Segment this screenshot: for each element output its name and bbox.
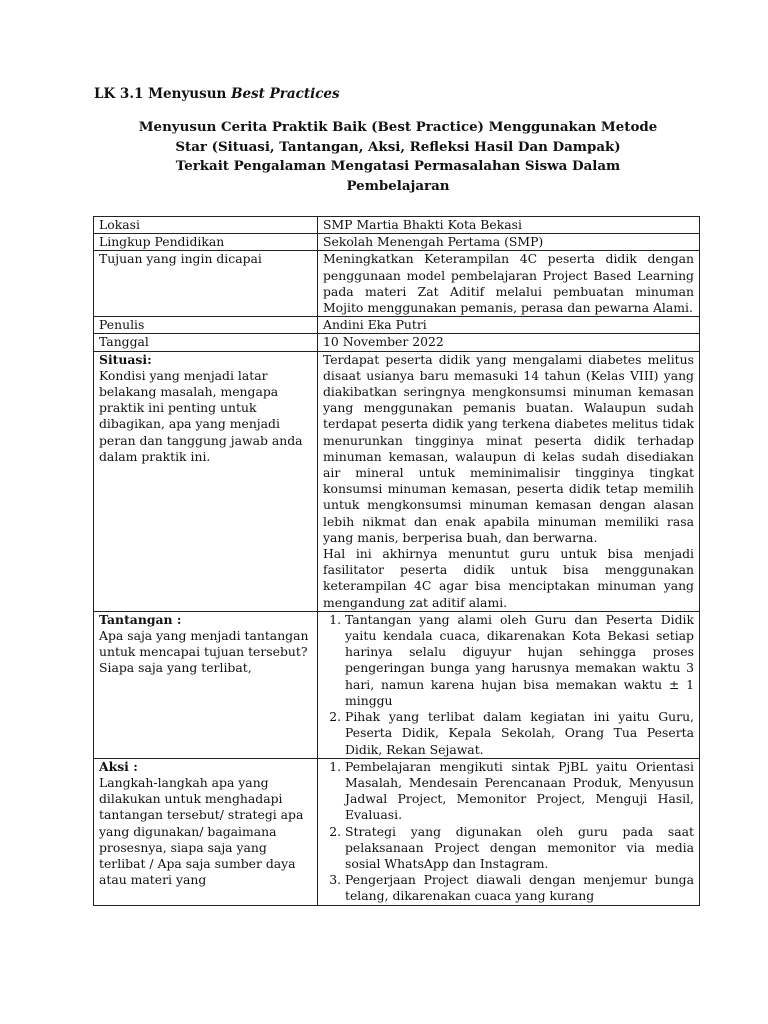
value-tujuan: Meningkatkan Keterampilan 4C peserta didik dengan penggunaan model pembelajaran Project Based Learning pada materi Zat Aditif melalui pembuatan minuman Mojito menggunakan pemanis, perasa dan pewarna Alami. [318,251,700,317]
worksheet-heading: LK 3.1 Menyusun Best Practices [94,86,340,102]
list-item: 3. Pengerjaan Project diawali dengan menjemur bunga telang, dikarenakan cuaca yang kurang [345,872,694,904]
section-label-situasi: Situasi: [99,351,152,367]
label-tujuan: Tujuan yang ingin dicapai [94,251,318,317]
label-tanggal: Tanggal [94,334,318,351]
tantangan-list [323,612,694,758]
cell-situasi-answer [318,351,700,611]
table-row [94,351,700,611]
table-row [94,334,700,351]
section-label-aksi: Aksi : [99,758,138,774]
list-item: 1. Pembelajaran mengikuti sintak PjBL yaitu Orientasi Masalah, Mendesain Perencanaan Produk, Menyusun Jadwal Project, Memonitor Project, Menguji Hasil, Evaluasi. [345,759,694,824]
table-row [94,217,700,234]
aksi-list [323,759,694,905]
value-penulis: Andini Eka Putri [318,317,700,334]
table-row [94,758,700,905]
aksi-answer-clip [323,759,694,905]
label-lingkup: Lingkup Pendidikan [94,234,318,251]
title-line: Terkait Pengalaman Mengatasi Permasalahan Siswa Dalam [175,158,621,174]
value-tanggal: 10 November 2022 [318,334,700,351]
table-row [94,234,700,251]
list-item: 2. Strategi yang digunakan oleh guru pada saat pelaksanaan Project dengan memonitor via media sosial WhatsApp dan Instagram. [345,824,694,873]
title-line: Menyusun Cerita Praktik Baik (Best Practice) Menggunakan Metode [138,119,658,135]
situasi-paragraph: Hal ini akhirnya menuntut guru untuk bisa menjadi fasilitator peserta didik untuk bisa menggunakan keterampilan 4C agar bisa menciptakan minuman yang mengandung zat aditif alami. [323,546,694,610]
label-lokasi: Lokasi [94,217,318,234]
document-title [94,118,702,196]
list-item: 2. Pihak yang terlibat dalam kegiatan ini yaitu Guru, Peserta Didik, Kepala Sekolah, Orang Tua Peserta Didik, Rekan Sejawat. [345,709,694,758]
title-line: Star (Situasi, Tantangan, Aksi, Refleksi Hasil Dan Dampak) [175,138,621,155]
best-practice-table [93,216,700,906]
section-desc-aksi: Langkah-langkah apa yang dilakukan untuk menghadapi tantangan tersebut/ strategi apa yang digunakan/ bagaimana prosesnya, siapa saja yang terlibat / Apa saja sumber daya atau materi yang [99,774,304,888]
cell-tantangan-answer [318,611,700,758]
cell-aksi-prompt [94,758,318,905]
cell-aksi-answer [318,758,700,905]
cell-tantangan-prompt [94,611,318,758]
table-row [94,611,700,758]
value-lokasi: SMP Martia Bhakti Kota Bekasi [318,217,700,234]
aksi-prompt-clip [99,759,312,905]
table-row [94,317,700,334]
title-line: Pembelajaran [346,177,450,194]
worksheet-heading-emphasis: Best Practices [231,86,340,102]
label-penulis: Penulis [94,317,318,334]
table-row [94,251,700,317]
section-desc-situasi: Kondisi yang menjadi latar belakang masalah, mengapa praktik ini penting untuk dibagikan, apa yang menjadi peran dan tanggung jawab anda dalam praktik ini. [99,367,303,464]
section-desc-tantangan: Apa saja yang menjadi tantangan untuk mencapai tujuan tersebut? Siapa saja yang terlibat, [99,628,309,676]
value-lingkup: Sekolah Menengah Pertama (SMP) [318,234,700,251]
cell-situasi-prompt [94,351,318,611]
list-item: 1. Tantangan yang alami oleh Guru dan Peserta Didik yaitu kendala cuaca, dikarenakan Kota Bekasi setiap harinya selalu diguyur hujan sehingga proses pengeringan bunga yang harusnya memakan waktu 3 hari, namun karena hujan bisa memakan waktu ± 1 minggu [345,612,694,709]
section-label-tantangan: Tantangan : [99,611,182,627]
situasi-paragraph: Terdapat peserta didik yang mengalami diabetes melitus disaat usianya baru memasuki 14 tahun (Kelas VIII) yang diakibatkan seringnya mengkonsumsi minuman kemasan yang menggunakan pemanis buatan. Walaupun sudah terdapat peserta didik yang terkena diabetes melitus tidak menurunkan tingginya minat peserta didik terhadap minuman kemasan, walaupun di kelas sudah disediakan air mineral untuk meminimalisir tingginya tingkat konsumsi minuman kemasan, peserta didik tetap memilih untuk mengkonsumsi minuman kemasan dengan alasan lebih nikmat dan enak apabila minuman memiliki rasa yang manis, berperisa buah, dan berwarna. [323,351,694,545]
